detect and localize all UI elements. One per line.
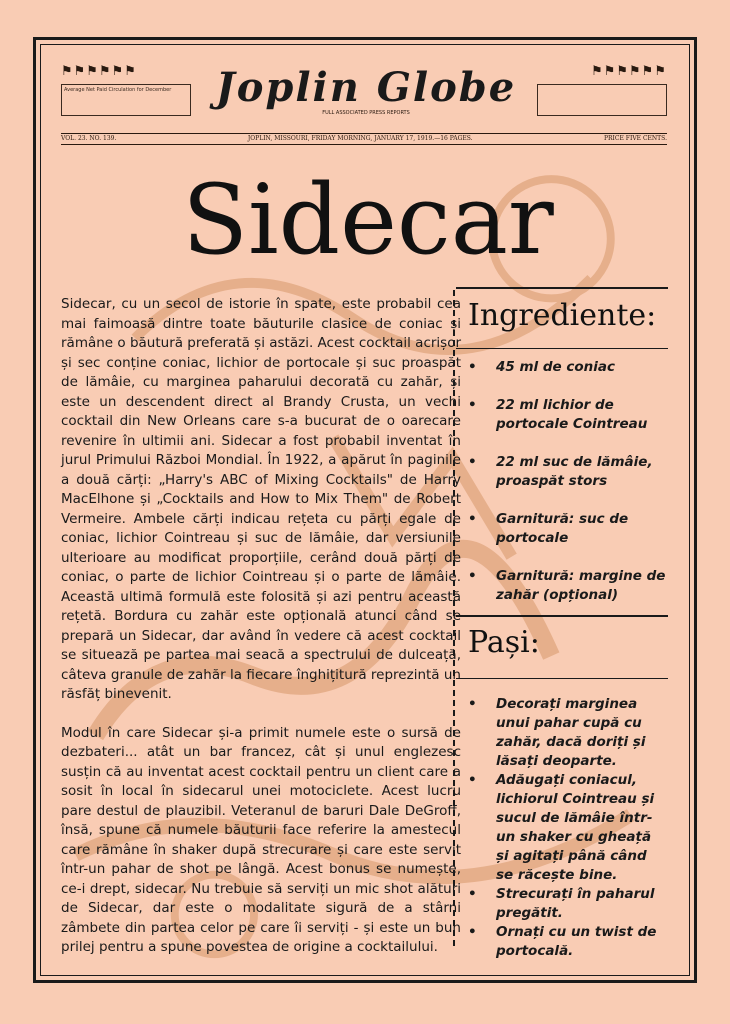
ingredients-bottom-rule xyxy=(456,348,668,349)
flags-left-icon: ⚑⚑⚑⚑⚑⚑ xyxy=(61,64,137,79)
paper-name: Joplin Globe xyxy=(215,64,517,111)
list-item: • Decorați marginea unui pahar cupă cu zahăr, dacă doriți și lăsați deoparte. xyxy=(468,695,668,771)
page-title: Sidecar xyxy=(182,164,554,276)
list-item: • 22 ml suc de lămâie, proaspăt stors xyxy=(468,453,668,491)
list-item: • Ornați cu un twist de portocală. xyxy=(468,923,668,961)
page-frame xyxy=(33,37,697,983)
article-body xyxy=(61,295,461,977)
list-item: • 45 ml de coniac xyxy=(468,358,668,377)
column-divider xyxy=(453,290,455,946)
newspaper-masthead xyxy=(46,50,682,140)
dateline-label: JOPLIN, MISSOURI, FRIDAY MORNING, JANUARY 17, 1919.—16 PAGES. xyxy=(247,135,473,142)
list-item: • Strecurați în paharul pregătit. xyxy=(468,885,668,923)
list-item: • 22 ml lichior de portocale Cointreau xyxy=(468,396,668,434)
ingredients-list xyxy=(468,358,668,624)
list-item: • Garnitură: suc de portocale xyxy=(468,510,668,548)
steps-top-rule xyxy=(456,615,668,617)
ingredients-top-rule xyxy=(456,287,668,289)
list-item: • Adăugați coniacul, lichiorul Cointreau și sucul de lămâie într-un shaker cu gheață și agitați până când se răcește bine. xyxy=(468,771,668,885)
steps-bottom-rule xyxy=(456,678,668,679)
date-line xyxy=(61,133,667,145)
volume-label: VOL. 23. NO. 139. xyxy=(61,135,117,142)
article-paragraph-1: Sidecar, cu un secol de istorie în spate, este probabil cea mai faimoasă dintre toate băuturile clasice de coniac și rămâne o băutură preferată și astăzi. Acest cocktail acrișor și sec conține coniac, lichior de portocale și suc proaspăt de lămâie, cu marginea paharului decorată cu zahăr, și este un descendent direct al Brandy Crusta, un vechi cocktail din New Orleans care s-a bucurat de o oarecare revenire în ultimii ani. Sidecar a fost probabil inventat în jurul Primului Război Mondial. În 1922, a apărut în paginile a două cărți: „Harry's ABC of Mixing Cocktails" de Harry MacElhone și „Cocktails and How to Mix Them" de Robert Vermeire. Ambele cărți indicau rețeta cu părți egale de coniac, lichior Cointreau și suc de lămâie, dar versiunile ulterioare au modificat proporțiile, cerând două părți de coniac, o parte de lichior Cointreau și o parte de lămâie. Această ultimă formulă este folosită și azi pentru această rețetă. Bordura cu zahăr este opțională atunci când se prepară un Sidecar, dar având în vedere că acest cocktail se situează pe partea mai seacă a spectrului de dulceață, câteva granule de zahăr la fiecare înghițitură reprezintă un răsfăț binevenit. xyxy=(61,296,462,702)
flags-right-icon: ⚑⚑⚑⚑⚑⚑ xyxy=(591,64,667,79)
price-label: PRICE FIVE CENTS. xyxy=(604,135,667,142)
list-item: • Garnitură: margine de zahăr (opțional) xyxy=(468,567,668,605)
weather-box xyxy=(537,84,667,116)
steps-heading: Pași: xyxy=(468,625,540,660)
steps-list xyxy=(468,695,668,961)
article-paragraph-2: Modul în care Sidecar și-a primit numele este o sursă de dezbateri... atât un bar francez, cât și unul englezesc susțin că au inventat acest cocktail pentru un client care a sosit în local în sidecarul unei motociclete. Acest lucru pare destul de plauzibil. Veteranul de baruri Dale DeGroff, însă, spune că numele băuturii face referire la amestecul care rămâne în shaker după strecurare și care este servit într-un pahar de shot pe lângă. Acest bonus se numește, ce-i drept, sidecar. Nu trebuie să serviți un mic shot alături de Sidecar, dar este o modalitate sigură de a stârni zâmbete din partea celor pe care îi serviți - și este un bun prilej pentru a spune povestea de origine a cocktailului. xyxy=(61,724,461,955)
circulation-box: Average Net Paid Circulation for December xyxy=(61,84,191,116)
paper-subtitle: FULL ASSOCIATED PRESS REPORTS xyxy=(322,110,410,116)
ingredients-heading: Ingrediente: xyxy=(468,298,657,333)
